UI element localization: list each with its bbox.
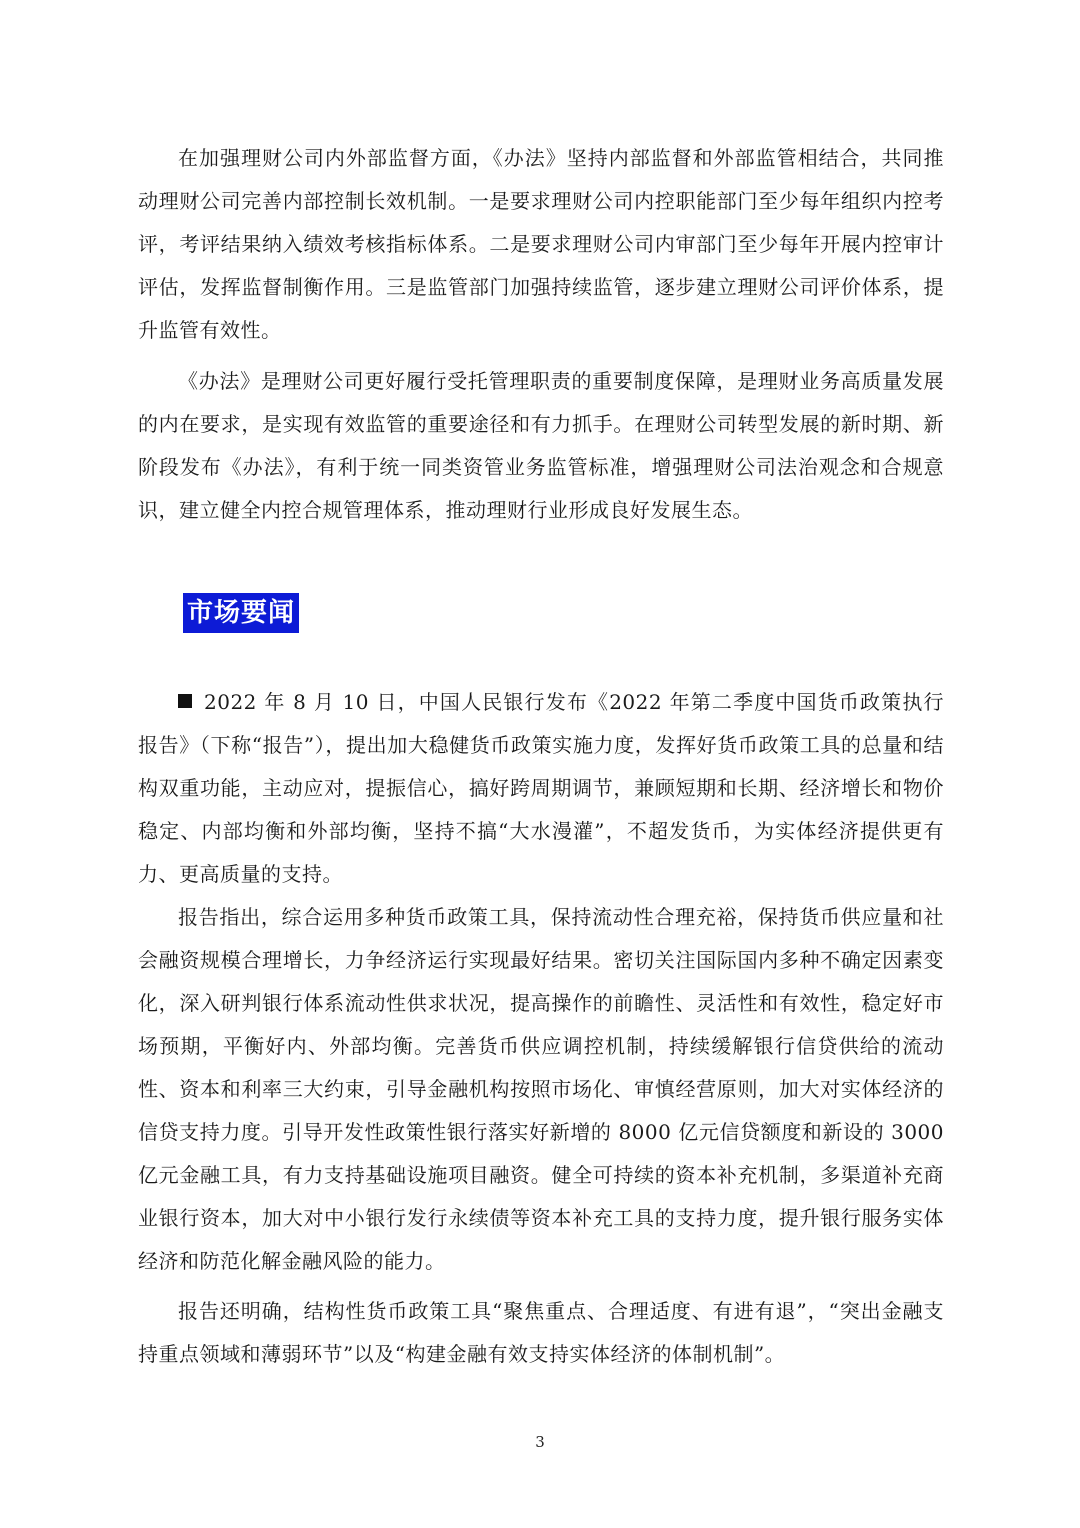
news-item-monetary-policy-report <box>138 681 944 896</box>
paragraph-supervision: 在加强理财公司内外部监督方面，《办法》坚持内部监督和外部监管相结合，共同推动理财公司完善内部控制长效机制。一是要求理财公司内控职能部门至少每年组织内控考评，考评结果纳入绩效考核指标体系。二是要求理财公司内审部门至少每年开展内控审计评估，发挥监督制衡作用。三是监管部门加强持续监管，逐步建立理财公司评价体系，提升监管有效性。 <box>138 146 944 342</box>
paragraph-significance: 《办法》是理财公司更好履行受托管理职责的重要制度保障，是理财业务高质量发展的内在要求，是实现有效监管的重要途径和有力抓手。在理财公司转型发展的新时期、新阶段发布《办法》，有利于统一同类资管业务监管标准，增强理财公司法治观念和合规意识，建立健全内控合规管理体系，推动理财行业形成良好发展生态。 <box>138 369 944 522</box>
black-square-icon <box>178 694 192 708</box>
page-number: 3 <box>535 1433 545 1451</box>
paragraph-report-points: 报告指出，综合运用多种货币政策工具，保持流动性合理充裕，保持货币供应量和社会融资规模合理增长，力争经济运行实现最好结果。密切关注国际国内多种不确定因素变化，深入研判银行体系流动性供求状况，提高操作的前瞻性、灵活性和有效性，稳定好市场预期，平衡好内、外部均衡。完善货币供应调控机制，持续缓解银行信贷供给的流动性、资本和利率三大约束，引导金融机构按照市场化、审慎经营原则，加大对实体经济的信贷支持力度。引导开发性政策性银行落实好新增的 8000 亿元信贷额度和新设的 3000 亿元金融工具，有力支持基础设施项目融资。健全可持续的资本补充机制，多渠道补充商业银行资本，加大对中小银行发行永续债等资本补充工具的支持力度，提升银行服务实体经济和防范化解金融风险的能力。 <box>138 905 944 1273</box>
news-item-text: 2022 年 8 月 10 日，中国人民银行发布《2022 年第二季度中国货币政策执行报告》（下称“报告”），提出加大稳健货币政策实施力度，发挥好货币政策工具的总量和结构双重功能，主动应对，提振信心，搞好跨周期调节，兼顾短期和长期、经济增长和物价稳定、内部均衡和外部均衡，坚持不搞“大水漫灌”，不超发货币，为实体经济提供更有力、更高质量的支持。 <box>138 690 944 886</box>
section-heading-market-news: 市场要闻 <box>183 593 299 633</box>
paragraph-report-structural-tools: 报告还明确，结构性货币政策工具“聚焦重点、合理适度、有进有退”，“突出金融支持重点领域和薄弱环节”以及“构建金融有效支持实体经济的体制机制”。 <box>138 1299 944 1366</box>
